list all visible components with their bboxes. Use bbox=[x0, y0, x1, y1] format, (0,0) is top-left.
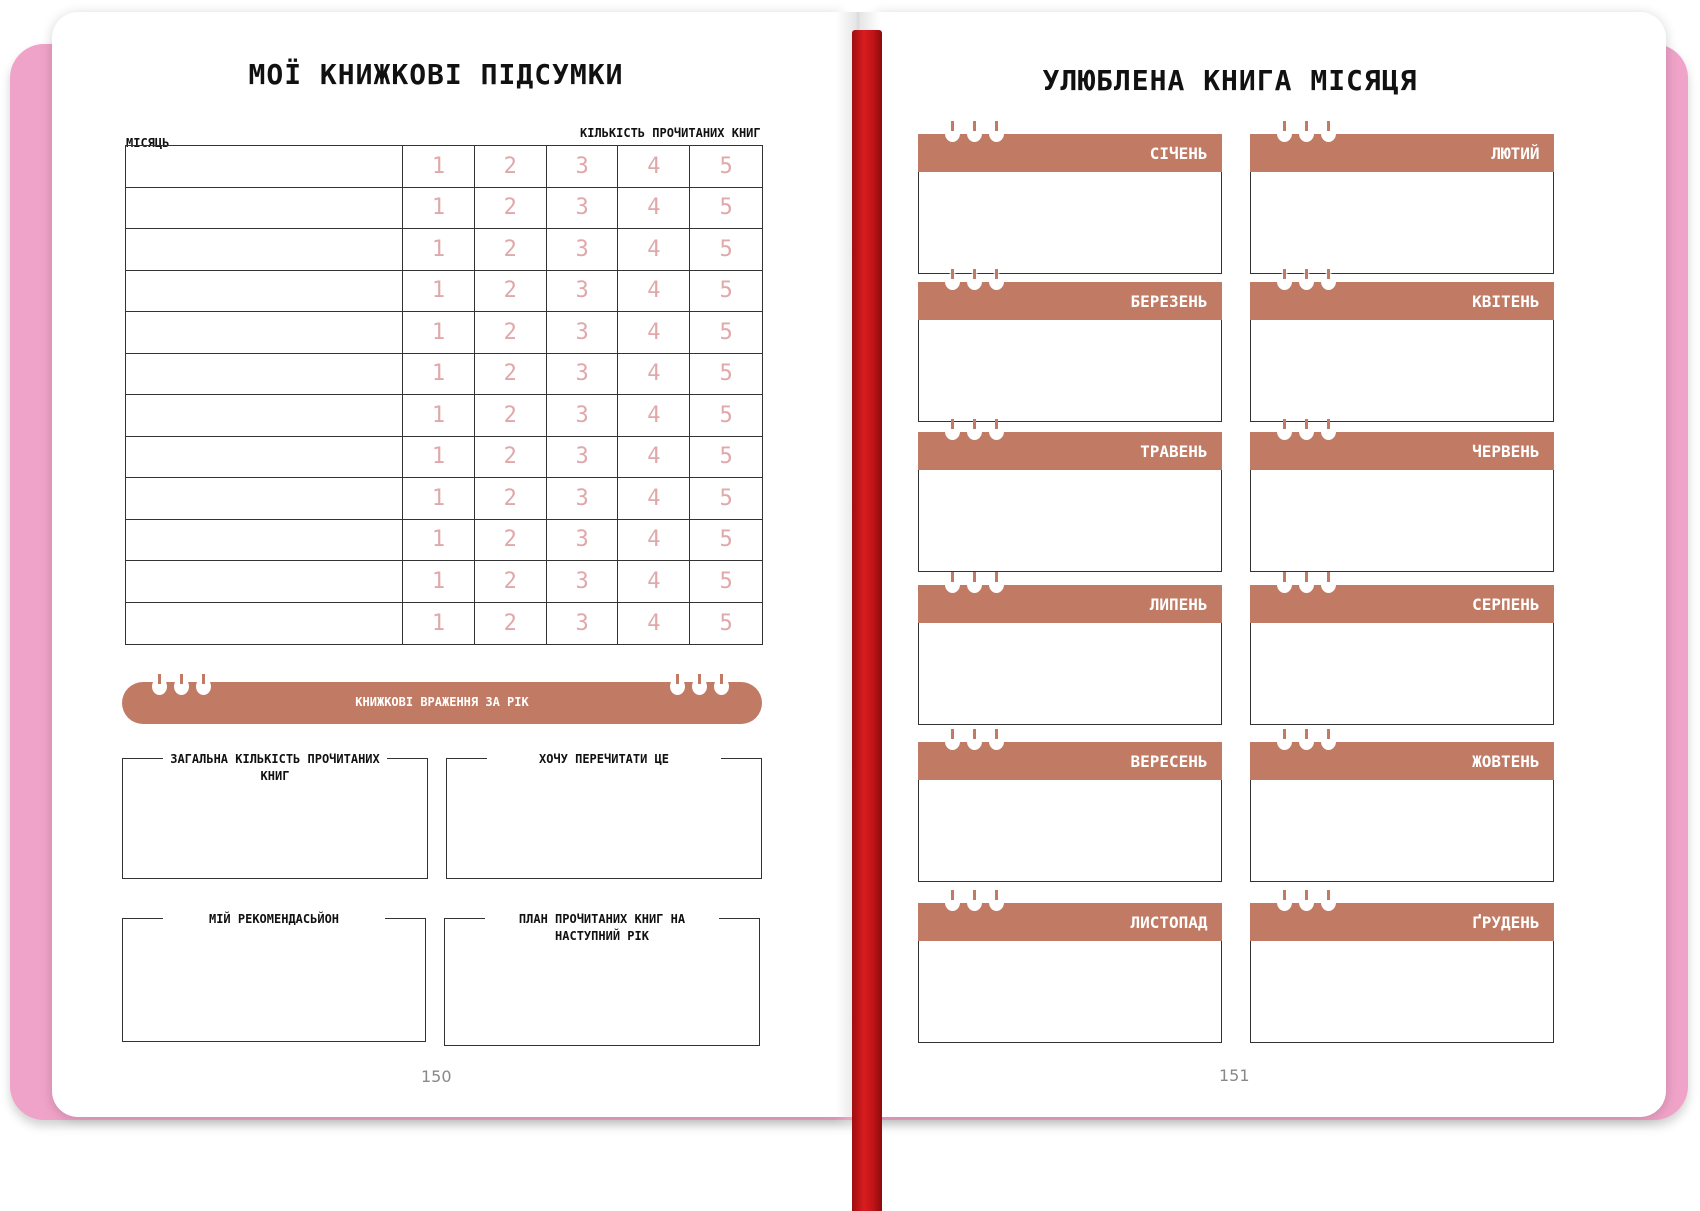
banner-title: КНИЖКОВІ ВРАЖЕННЯ ЗА РІК bbox=[355, 695, 529, 709]
book-count-cell[interactable]: 5 bbox=[719, 195, 733, 221]
book-count-cell[interactable]: 4 bbox=[618, 561, 690, 602]
book-count-cell[interactable]: 1 bbox=[403, 437, 475, 478]
left-page-number: 150 bbox=[421, 1067, 452, 1086]
binder-rings bbox=[945, 733, 1004, 750]
tracker-row bbox=[126, 312, 762, 354]
month-name: ЛИСТОПАД bbox=[1130, 912, 1208, 932]
month-card[interactable] bbox=[1250, 282, 1554, 422]
binder-rings bbox=[1277, 273, 1336, 290]
book-count-cell[interactable]: 3 bbox=[547, 395, 619, 436]
total-books-label: ЗАГАЛЬНА КІЛЬКІСТЬ ПРОЧИТАНИХ КНИГ bbox=[163, 751, 387, 785]
month-name: ЧЕРВЕНЬ bbox=[1472, 441, 1540, 461]
month-card[interactable] bbox=[1250, 742, 1554, 882]
book-count-cell[interactable]: 3 bbox=[547, 312, 619, 353]
book-count-cell[interactable]: 4 bbox=[618, 312, 690, 353]
total-books-box bbox=[122, 752, 428, 879]
book-count-cell[interactable]: 5 bbox=[719, 153, 733, 179]
reread-label: ХОЧУ ПЕРЕЧИТАТИ ЦЕ bbox=[487, 751, 721, 768]
tracker-row bbox=[126, 188, 762, 230]
tracker-row bbox=[126, 561, 762, 603]
book-count-cell[interactable]: 3 bbox=[547, 271, 619, 312]
month-name-cell[interactable] bbox=[126, 271, 403, 312]
book-count-cell[interactable]: 1 bbox=[403, 395, 475, 436]
binder-rings bbox=[945, 423, 1004, 440]
month-name: ТРАВЕНЬ bbox=[1140, 441, 1208, 461]
binder-rings-left bbox=[152, 678, 211, 695]
book-count-cell[interactable]: 4 bbox=[618, 146, 690, 187]
month-card[interactable] bbox=[918, 903, 1222, 1043]
tracker-row bbox=[126, 603, 762, 645]
book-count-cell[interactable]: 2 bbox=[475, 603, 547, 645]
next-year-plan-box bbox=[444, 912, 760, 1046]
book-count-cell[interactable]: 5 bbox=[719, 485, 733, 511]
book-count-cell[interactable]: 2 bbox=[475, 520, 547, 561]
book-count-cell[interactable]: 2 bbox=[475, 229, 547, 270]
bookmark-ribbon bbox=[852, 30, 882, 1211]
month-card[interactable] bbox=[1250, 134, 1554, 274]
reread-box bbox=[446, 752, 762, 879]
book-count-cell[interactable]: 5 bbox=[719, 361, 733, 387]
month-card[interactable] bbox=[918, 585, 1222, 725]
month-name: СІЧЕНЬ bbox=[1149, 143, 1208, 163]
book-count-cell[interactable]: 3 bbox=[547, 478, 619, 519]
book-count-cell[interactable]: 2 bbox=[475, 188, 547, 229]
book-count-cell[interactable]: 3 bbox=[547, 437, 619, 478]
month-name-cell[interactable] bbox=[126, 561, 403, 602]
binder-rings bbox=[1277, 125, 1336, 142]
book-count-cell[interactable]: 5 bbox=[719, 568, 733, 594]
book-count-cell[interactable]: 5 bbox=[719, 402, 733, 428]
books-count-column-label: КІЛЬКІСТЬ ПРОЧИТАНИХ КНИГ bbox=[580, 126, 761, 140]
binder-rings bbox=[945, 894, 1004, 911]
book-count-cell[interactable]: 5 bbox=[719, 278, 733, 304]
book-count-cell[interactable]: 3 bbox=[547, 354, 619, 395]
month-card[interactable] bbox=[1250, 903, 1554, 1043]
tracker-row bbox=[126, 478, 762, 520]
book-count-cell[interactable]: 3 bbox=[547, 561, 619, 602]
book-count-cell[interactable]: 2 bbox=[475, 561, 547, 602]
book-count-cell[interactable]: 2 bbox=[475, 478, 547, 519]
book-count-cell[interactable]: 4 bbox=[618, 395, 690, 436]
month-card[interactable] bbox=[918, 282, 1222, 422]
year-impressions-banner bbox=[122, 682, 762, 724]
month-card[interactable] bbox=[918, 742, 1222, 882]
book-count-cell[interactable]: 1 bbox=[403, 478, 475, 519]
month-name-cell[interactable] bbox=[126, 395, 403, 436]
book-count-cell[interactable]: 3 bbox=[547, 603, 619, 645]
book-count-cell[interactable]: 3 bbox=[547, 229, 619, 270]
month-card[interactable] bbox=[1250, 432, 1554, 572]
book-count-cell[interactable]: 3 bbox=[547, 520, 619, 561]
book-count-cell[interactable]: 4 bbox=[618, 271, 690, 312]
book-count-cell[interactable]: 1 bbox=[403, 312, 475, 353]
book-count-cell[interactable]: 5 bbox=[719, 444, 733, 470]
tracker-row bbox=[126, 271, 762, 313]
book-count-cell[interactable]: 2 bbox=[475, 437, 547, 478]
book-count-cell[interactable]: 4 bbox=[618, 188, 690, 229]
book-count-cell[interactable]: 1 bbox=[403, 603, 475, 645]
book-count-cell[interactable]: 4 bbox=[618, 520, 690, 561]
book-count-cell[interactable]: 1 bbox=[403, 271, 475, 312]
book-count-cell[interactable]: 4 bbox=[618, 603, 690, 645]
book-count-cell[interactable]: 2 bbox=[475, 395, 547, 436]
month-name: ЛЮТИЙ bbox=[1491, 143, 1540, 163]
month-name-cell[interactable] bbox=[126, 478, 403, 519]
recommendation-box bbox=[122, 912, 426, 1042]
book-count-cell[interactable]: 2 bbox=[475, 312, 547, 353]
book-count-cell[interactable]: 4 bbox=[618, 354, 690, 395]
book-count-cell[interactable]: 2 bbox=[475, 354, 547, 395]
month-name-cell[interactable] bbox=[126, 603, 403, 645]
month-name-cell[interactable] bbox=[126, 437, 403, 478]
binder-rings bbox=[1277, 423, 1336, 440]
book-count-cell[interactable]: 2 bbox=[475, 146, 547, 187]
tracker-row bbox=[126, 437, 762, 479]
book-count-cell[interactable]: 1 bbox=[403, 146, 475, 187]
book-count-cell[interactable]: 1 bbox=[403, 354, 475, 395]
tracker-row bbox=[126, 229, 762, 271]
book-count-cell[interactable]: 4 bbox=[618, 437, 690, 478]
binder-rings bbox=[1277, 894, 1336, 911]
next-year-plan-label: ПЛАН ПРОЧИТАНИХ КНИГ НА НАСТУПНИЙ РІК bbox=[485, 911, 719, 945]
book-count-cell[interactable]: 4 bbox=[618, 478, 690, 519]
month-name: ЛИПЕНЬ bbox=[1149, 594, 1208, 614]
book-count-cell[interactable]: 4 bbox=[618, 229, 690, 270]
tracker-row bbox=[126, 395, 762, 437]
book-count-cell[interactable]: 5 bbox=[719, 236, 733, 262]
book-count-cell[interactable]: 1 bbox=[403, 229, 475, 270]
month-card[interactable] bbox=[918, 432, 1222, 572]
binder-rings bbox=[945, 273, 1004, 290]
book-count-cell[interactable]: 1 bbox=[403, 520, 475, 561]
monthly-books-tracker bbox=[125, 145, 763, 645]
month-card[interactable] bbox=[918, 134, 1222, 274]
month-name-cell[interactable] bbox=[126, 520, 403, 561]
tracker-row bbox=[126, 146, 762, 188]
book-count-cell[interactable]: 5 bbox=[719, 527, 733, 553]
month-card[interactable] bbox=[1250, 585, 1554, 725]
month-name: КВІТЕНЬ bbox=[1472, 291, 1540, 311]
left-page-title: МОЇ КНИЖКОВІ ПІДСУМКИ bbox=[248, 58, 624, 91]
month-name: БЕРЕЗЕНЬ bbox=[1130, 291, 1208, 311]
month-name-cell[interactable] bbox=[126, 354, 403, 395]
book-count-cell[interactable]: 3 bbox=[547, 146, 619, 187]
month-name-cell[interactable] bbox=[126, 146, 403, 187]
month-name-cell[interactable] bbox=[126, 229, 403, 270]
book-count-cell[interactable]: 3 bbox=[547, 188, 619, 229]
book-count-cell[interactable]: 5 bbox=[719, 610, 733, 636]
binder-rings bbox=[1277, 576, 1336, 593]
month-name: ЖОВТЕНЬ bbox=[1472, 751, 1540, 771]
month-column-label: МІСЯЦЬ bbox=[126, 136, 170, 150]
book-count-cell[interactable]: 1 bbox=[403, 188, 475, 229]
binder-rings bbox=[1277, 733, 1336, 750]
month-name: ҐРУДЕНЬ bbox=[1472, 912, 1540, 932]
month-name-cell[interactable] bbox=[126, 312, 403, 353]
month-name: СЕРПЕНЬ bbox=[1472, 594, 1540, 614]
tracker-row bbox=[126, 354, 762, 396]
tracker-row bbox=[126, 520, 762, 562]
binder-rings-right bbox=[670, 678, 729, 695]
right-page-number: 151 bbox=[1219, 1066, 1250, 1085]
book-count-cell[interactable]: 2 bbox=[475, 271, 547, 312]
binder-rings bbox=[945, 576, 1004, 593]
binder-rings bbox=[945, 125, 1004, 142]
book-count-cell[interactable]: 5 bbox=[719, 319, 733, 345]
month-name: ВЕРЕСЕНЬ bbox=[1130, 751, 1208, 771]
book-count-cell[interactable]: 1 bbox=[403, 561, 475, 602]
recommendation-label: МІЙ РЕКОМЕНДАСЬЙОН bbox=[163, 911, 385, 928]
month-name-cell[interactable] bbox=[126, 188, 403, 229]
right-page-title: УЛЮБЛЕНА КНИГА МІСЯЦЯ bbox=[1042, 64, 1418, 97]
